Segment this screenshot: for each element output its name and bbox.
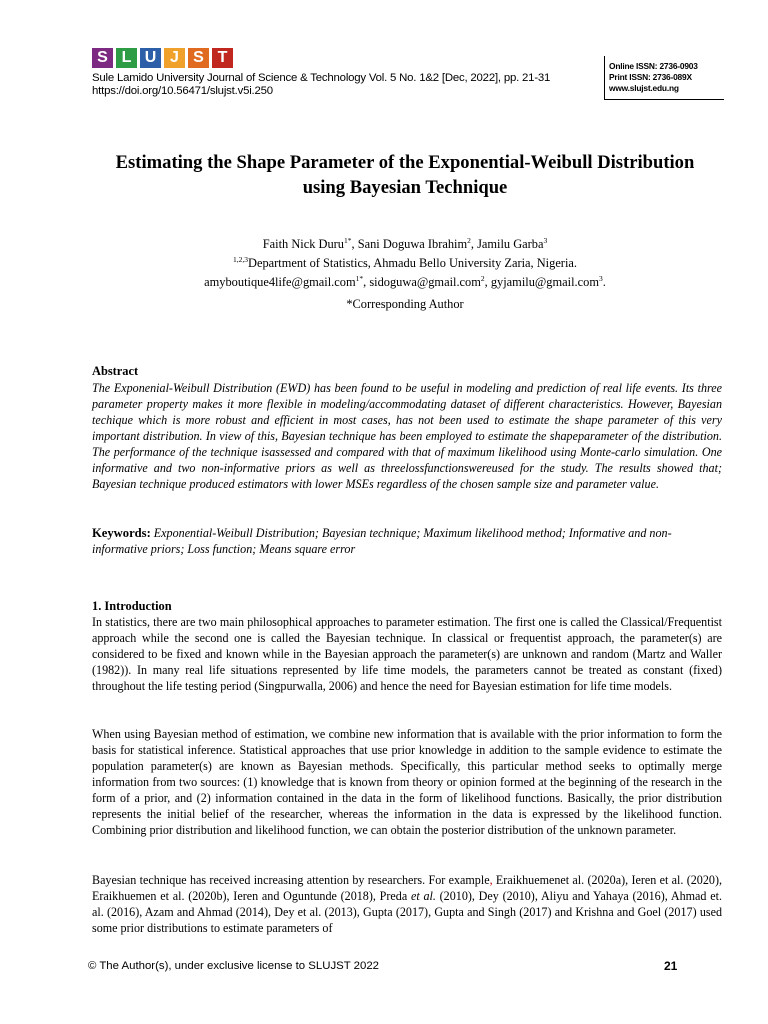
corresponding-author: *Corresponding Author xyxy=(346,297,464,312)
author-2-sup: 2 xyxy=(467,236,471,245)
footer-license: © The Author(s), under exclusive license to SLUJST 2022 xyxy=(88,960,379,972)
journal-logo xyxy=(92,48,233,68)
intro-paragraph-1: In statistics, there are two main philosophical approaches to parameter estimation. The first one is called the Classical/Frequentist approach while the second one is called the Bayesian technique. In classical or frequentist approach, the parameter(s) are considered to be fixed and known while in the Bayesian approach the parameter(s) are unknown and random (Martz and Waller (1982)). In many real life situations represented by life time models, the parameters cannot be treated as constant (fixed) throughout the life testing period (Singpurwalla, 2006) and hence the need for Bayesian estimation for life time models. xyxy=(92,615,722,693)
author-emails: amyboutique4life@gmail.com$^{1*}$, sidoguwa@gmail.com$^2$, gyjamilu@gmail.com$^3$. xyxy=(204,274,606,290)
print-issn: Print ISSN: 2736-089X xyxy=(609,72,692,82)
author-1: Faith Nick Duru xyxy=(262,237,344,252)
website-link[interactable]: www.slujst.edu.ng xyxy=(609,83,679,93)
issn-box xyxy=(604,56,724,100)
logo-letter-u: U xyxy=(140,48,161,68)
paper-title xyxy=(60,150,750,200)
author-3: Jamilu Garba xyxy=(477,237,544,252)
affiliation-sup: 1,2,3 xyxy=(233,255,249,265)
abstract-text: The Exponenial-Weibull Distribution (EWD) has been found to be useful in modeling and prediction of real life events. Its three parameter property makes it more flexible in modeling/accommodating dataset of different characteristics. However, Bayesian techique which is more robust and efficient in most cases, has not been used to estimate the shape parameter of this very important distribution. In view of this, Bayesian technique has been employed to estimate the shapeparameter of the distribution. The performance of the technique isassessed and compared with that of maximum likelihood using Monte-carlo simulation. One informative and two non-informative priors as well as threelossfunctionswereused for the study. The results showed that; Bayesian technique produced estimators with lower MSEs regardless of the chosen sample size and parameter value. xyxy=(92,381,722,491)
doi-link[interactable]: https://doi.org/10.56471/slujst.v5i.250 xyxy=(92,85,273,97)
keywords-text: Exponential-Weibull Distribution; Bayesian technique; Maximum likelihood method; Informative and non-informative priors; Loss function; Means square error xyxy=(92,526,672,556)
p3-part-a: Bayesian technique has received increasing attention by researchers. For example xyxy=(92,873,490,887)
affiliation-text: Department of Statistics, Ahmadu Bello University Zaria, Nigeria. xyxy=(248,256,577,271)
logo-letter-l: L xyxy=(116,48,137,68)
logo-letter-j: J xyxy=(164,48,185,68)
section-heading-introduction: 1. Introduction xyxy=(92,599,172,613)
logo-letter-s2: S xyxy=(188,48,209,68)
online-issn: Online ISSN: 2736-0903 xyxy=(609,61,698,71)
intro-paragraph-3 xyxy=(92,872,722,936)
author-1-sup: 1* xyxy=(343,236,352,245)
logo-letter-t: T xyxy=(212,48,233,68)
p3-comma: , xyxy=(489,873,493,887)
email-3-sup: 3 xyxy=(598,274,603,284)
p3-etal: et al. xyxy=(410,889,436,903)
author-2: Sani Doguwa Ibrahim xyxy=(357,237,468,252)
email-1-sup: 1* xyxy=(355,274,364,284)
author-block xyxy=(60,233,750,312)
keywords-label: Keywords: xyxy=(92,526,151,540)
p3-part-c: (2010), Dey (2010), Aliyu and Yahaya (2016), Ahmad et. al. (2016), Azam and Ahmad (2014), Dey et al. (2013), Gupta (2017), Gupta and Singh (2017) and Krishna and Goel (2017) used some prior distributions to estimate parameters of xyxy=(92,889,722,935)
abstract-heading: Abstract xyxy=(92,364,139,378)
page-number: 21 xyxy=(664,959,678,973)
title-line-2: using Bayesian Technique xyxy=(302,177,508,198)
email-1[interactable]: amyboutique4life@gmail.com xyxy=(204,275,356,290)
author-names: Faith Nick Duru$^{1*}$, Sani Doguwa Ibrahim$^2$, Jamilu Garba$^3$ xyxy=(262,236,548,252)
email-3[interactable]: gyjamilu@gmail.com xyxy=(490,275,599,290)
keywords xyxy=(92,525,722,557)
author-3-sup: 3 xyxy=(543,236,548,245)
logo-letter-s: S xyxy=(92,48,113,68)
journal-citation: Sule Lamido University Journal of Science & Technology Vol. 5 No. 1&2 [Dec, 2022], pp. 21-31 xyxy=(92,72,551,84)
title-line-1: Estimating the Shape Parameter of the Exponential-Weibull Distribution xyxy=(115,152,695,173)
intro-paragraph-2: When using Bayesian method of estimation, we combine new information that is available with the prior information to form the basis for statistical inference. Statistical approaches that use prior knowledge in addition to the sample evidence to estimate the population parameter(s) are known as Bayesian methods. Specifically, this particular method seeks to optimally merge information from two sources: (1) knowledge that is known from theory or opinion formed at the beginning of the research in the form of a prior, and (2) information contained in the data in the form of likelihood functions. Basically, the prior distribution represents the initial belief of the researcher, whereas the information in the data is expressed by the likelihood function. Combining prior distribution and likelihood function, we can obtain the posterior distribution of the unknown parameter. xyxy=(92,727,722,837)
journal-header xyxy=(92,72,602,98)
affiliation xyxy=(60,252,750,271)
email-2-sup: 2 xyxy=(480,274,485,284)
email-2[interactable]: sidoguwa@gmail.com xyxy=(369,275,481,290)
p3-part-b: Eraikhuemenet al. (2020a), Ieren et al. (2020), Eraikhuemen et al. (2020b), Ieren and Oguntunde (2018), Preda xyxy=(92,873,722,903)
